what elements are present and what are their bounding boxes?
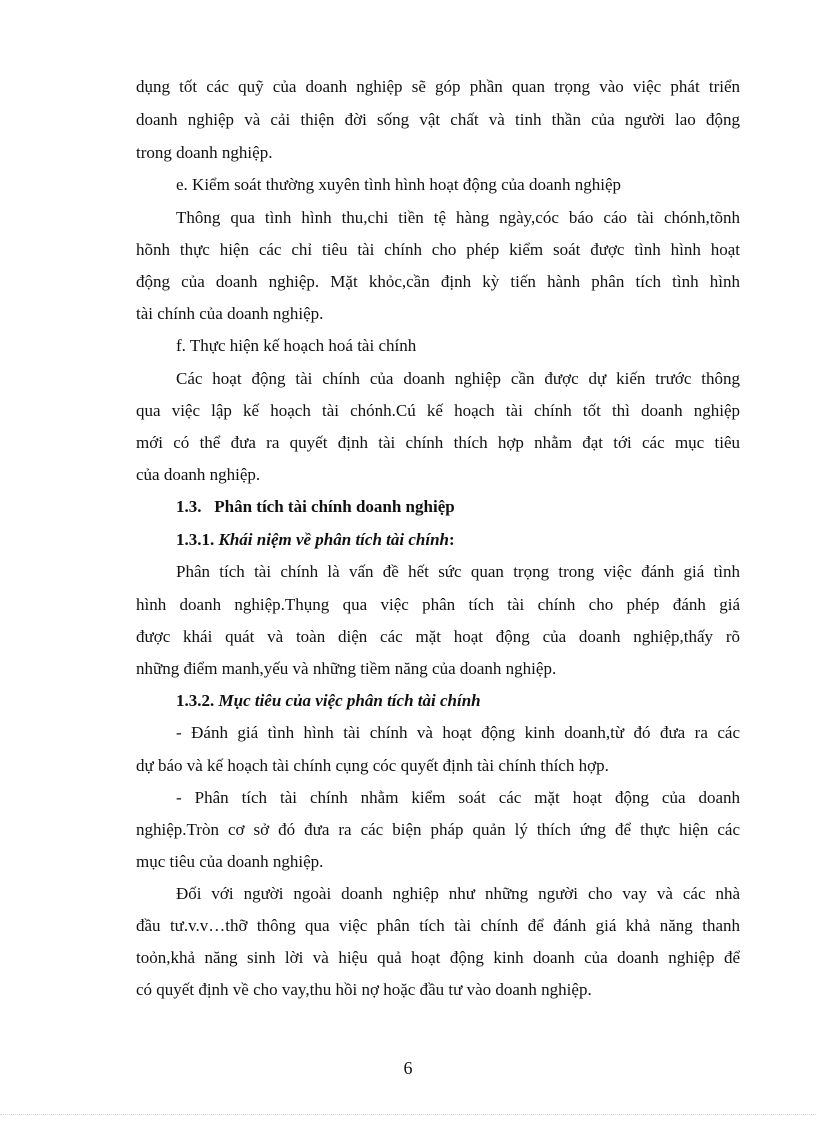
bullet-line: - Đánh giá tình hình tài chính và hoạt động kinh doanh,từ đó đưa ra các — [176, 723, 740, 742]
body-text-line: mới có thể đưa ra quyết định tài chính thích hợp nhằm đạt tới các mục tiêu — [136, 433, 740, 452]
body-text-line: mục tiêu của doanh nghiệp. — [136, 852, 324, 871]
body-text-line: những điểm manh,yếu và những tiềm năng của doanh nghiệp. — [136, 659, 557, 678]
body-text-line: qua việc lập kế hoạch tài chónh.Cú kế hoạch tài chính tốt thì doanh nghiệp — [136, 401, 740, 420]
body-text-line: toỏn,khả năng sinh lời và hiệu quả hoạt động kinh doanh của doanh nghiệp để — [136, 948, 740, 967]
body-text-line: dụng tốt các quỹ của doanh nghiệp sẽ góp phần quan trọng vào việc phát triển — [136, 77, 740, 96]
body-text-line: Phân tích tài chính là vấn đề hết sức quan trọng trong việc đánh giá tình — [176, 562, 740, 581]
body-text-line: Đối với người ngoài doanh nghiệp như những người cho vay và các nhà — [176, 884, 740, 903]
body-text-line: nghiệp.Tròn cơ sở đó đưa ra các biện pháp quản lý thích ứng để thực hiện các — [136, 820, 740, 839]
body-text-line: doanh nghiệp và cải thiện đời sống vật chất và tinh thần của người lao động — [136, 110, 740, 129]
page-number: 6 — [403, 1058, 413, 1078]
body-text-line: trong doanh nghiệp. — [136, 143, 273, 162]
section-number: 1.3.2. — [176, 691, 215, 710]
section-title: Mục tiêu của việc phân tích tài chính — [218, 691, 481, 710]
bullet-line: - Phân tích tài chính nhằm kiểm soát các mặt hoạt động của doanh — [176, 788, 740, 807]
body-text-line: Các hoạt động tài chính của doanh nghiệp cần được dự kiến trước thông — [176, 369, 740, 388]
section-title-colon: : — [449, 530, 455, 549]
section-heading-1-3-1 — [176, 529, 740, 551]
body-text-line: đầu tư.v.v…thỡ thông qua việc phân tích tài chính để đánh giá khả năng thanh — [136, 916, 740, 935]
body-text-line: tài chính của doanh nghiệp. — [136, 304, 324, 323]
body-text-line: động của doanh nghiệp. Mặt khỏc,cần định kỳ tiến hành phân tích tình hình — [136, 272, 740, 291]
body-text-line: có quyết định về cho vay,thu hồi nợ hoặc đầu tư vào doanh nghiệp. — [136, 980, 592, 999]
section-title: Phân tích tài chính doanh nghiệp — [214, 497, 455, 516]
body-text-line: dự báo và kế hoạch tài chính cụng cóc quyết định tài chính thích hợp. — [136, 756, 609, 775]
body-text-line: hình doanh nghiệp.Thụng qua việc phân tích tài chính cho phép đánh giá — [136, 595, 740, 614]
section-title: Khái niệm về phân tích tài chính — [218, 530, 449, 549]
section-number: 1.3. — [176, 497, 202, 516]
body-text-line: của doanh nghiệp. — [136, 465, 261, 484]
subheading-f: f. Thực hiện kế hoạch hoá tài chính — [176, 336, 417, 355]
body-text-line: được khái quát và toàn diện các mặt hoạt động của doanh nghiệp,thấy rõ — [136, 627, 740, 646]
page-bottom-divider — [0, 1114, 816, 1115]
section-heading-1-3-2 — [176, 690, 740, 712]
body-text-line: Thông qua tình hình thu,chi tiền tệ hàng ngày,cóc báo cáo tài chónh,tõnh — [176, 208, 740, 227]
body-text-line: hõnh thực hiện các chỉ tiêu tài chính cho phép kiểm soát được tình hình hoạt — [136, 240, 740, 259]
section-number: 1.3.1. — [176, 530, 215, 549]
section-heading-1-3 — [176, 496, 740, 518]
subheading-e: e. Kiểm soát thường xuyên tình hình hoạt động của doanh nghiệp — [176, 175, 622, 194]
